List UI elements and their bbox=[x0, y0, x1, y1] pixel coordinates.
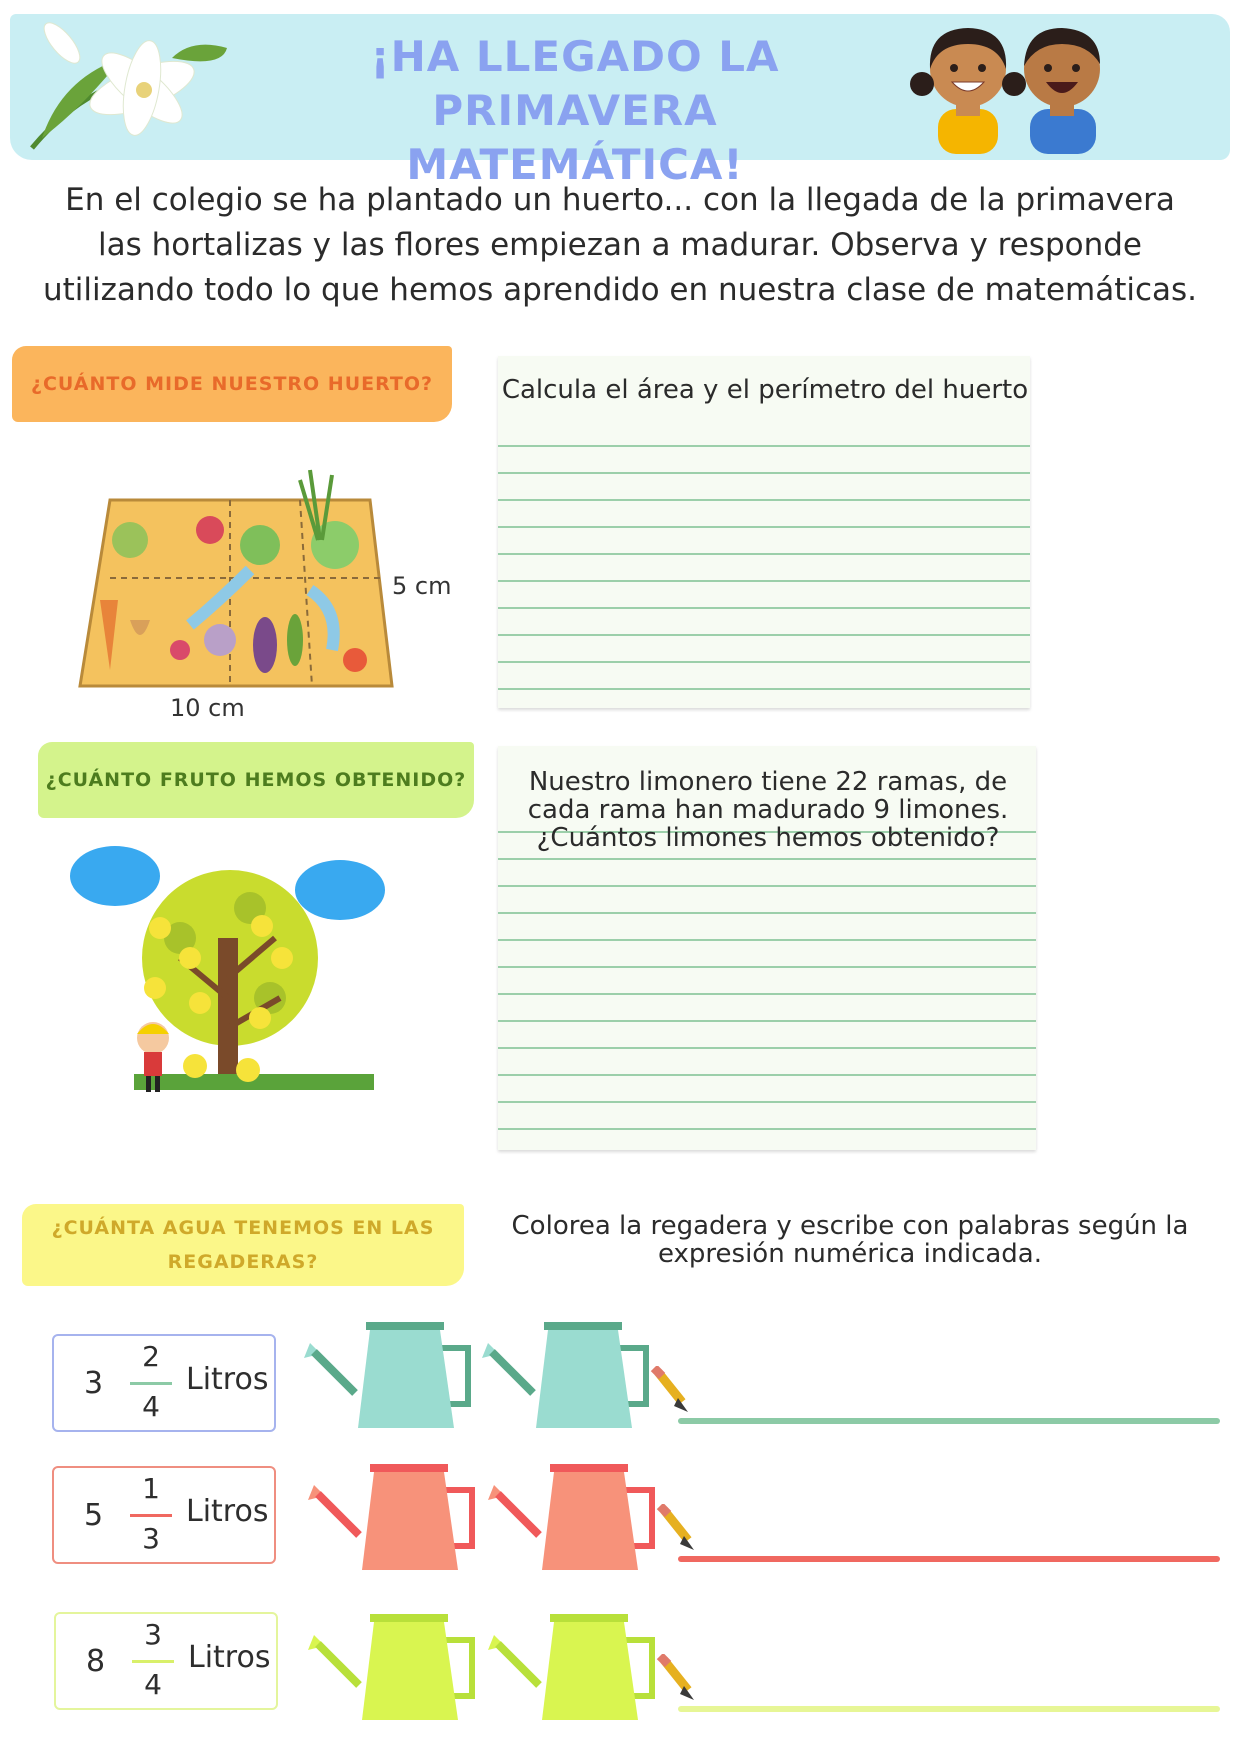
height-label: 5 cm bbox=[392, 572, 452, 600]
fraction-unit: Litros bbox=[188, 1640, 271, 1675]
instruction-3: Colorea la regadera y escribe con palabras según la expresión numérica indicada. bbox=[511, 1211, 1189, 1269]
fraction-denominator: 3 bbox=[142, 1522, 160, 1555]
question-2: Nuestro limonero tiene 22 ramas, de cada rama han madurado 9 limones. ¿Cuántos limones hemos obtenido? bbox=[527, 767, 1009, 853]
lily-flower-icon bbox=[22, 18, 232, 158]
fraction-whole: 8 bbox=[86, 1644, 106, 1679]
fraction-bar bbox=[132, 1660, 174, 1663]
fraction-bar bbox=[130, 1382, 172, 1385]
intro-text: En el colegio se ha plantado un huerto... con la llegada de la primavera las hortalizas y las flores empiezan a madurar. Observa y responde utilizando todo lo que hemos aprendido en nuestra clase de matemáticas. bbox=[42, 182, 1198, 308]
fraction-numerator: 2 bbox=[142, 1340, 160, 1373]
garden-illustration-icon bbox=[70, 450, 410, 694]
pencil-icon bbox=[656, 1504, 696, 1554]
question-1: Calcula el área y el perímetro del huerto bbox=[501, 375, 1029, 405]
lemon-tree-illustration-icon bbox=[70, 838, 390, 1098]
watering-can-icon[interactable] bbox=[304, 1610, 484, 1722]
fraction-box-2 bbox=[52, 1466, 276, 1564]
watering-can-icon[interactable] bbox=[478, 1318, 658, 1430]
answer-line-3[interactable] bbox=[678, 1706, 1220, 1712]
answer-area-1[interactable] bbox=[498, 356, 1030, 708]
kids-illustration-icon bbox=[908, 14, 1118, 154]
fraction-whole: 5 bbox=[84, 1498, 104, 1533]
fraction-denominator: 4 bbox=[142, 1390, 160, 1423]
fraction-unit: Litros bbox=[186, 1494, 269, 1529]
watering-can-icon[interactable] bbox=[300, 1318, 480, 1430]
watering-can-icon[interactable] bbox=[484, 1460, 664, 1572]
section3-label: ¿CUÁNTA AGUA TENEMOS EN LAS REGADERAS? bbox=[22, 1204, 464, 1286]
page-title: ¡HA LLEGADO LA PRIMAVERA MATEMÁTICA! bbox=[370, 32, 780, 189]
fraction-box-3 bbox=[54, 1612, 278, 1710]
fraction-bar bbox=[130, 1514, 172, 1517]
pencil-icon bbox=[656, 1654, 696, 1704]
pencil-icon bbox=[650, 1366, 690, 1416]
answer-line-1[interactable] bbox=[678, 1418, 1220, 1424]
fraction-box-1 bbox=[52, 1334, 276, 1432]
fraction-numerator: 1 bbox=[142, 1472, 160, 1505]
section2-label: ¿CUÁNTO FRUTO HEMOS OBTENIDO? bbox=[38, 742, 474, 818]
section1-label: ¿CUÁNTO MIDE NUESTRO HUERTO? bbox=[12, 346, 452, 422]
fraction-numerator: 3 bbox=[144, 1618, 162, 1651]
watering-can-icon[interactable] bbox=[304, 1460, 484, 1572]
fraction-denominator: 4 bbox=[144, 1668, 162, 1701]
watering-can-icon[interactable] bbox=[484, 1610, 664, 1722]
width-label: 10 cm bbox=[170, 694, 245, 722]
fraction-unit: Litros bbox=[186, 1362, 269, 1397]
answer-line-2[interactable] bbox=[678, 1556, 1220, 1562]
fraction-whole: 3 bbox=[84, 1366, 104, 1401]
